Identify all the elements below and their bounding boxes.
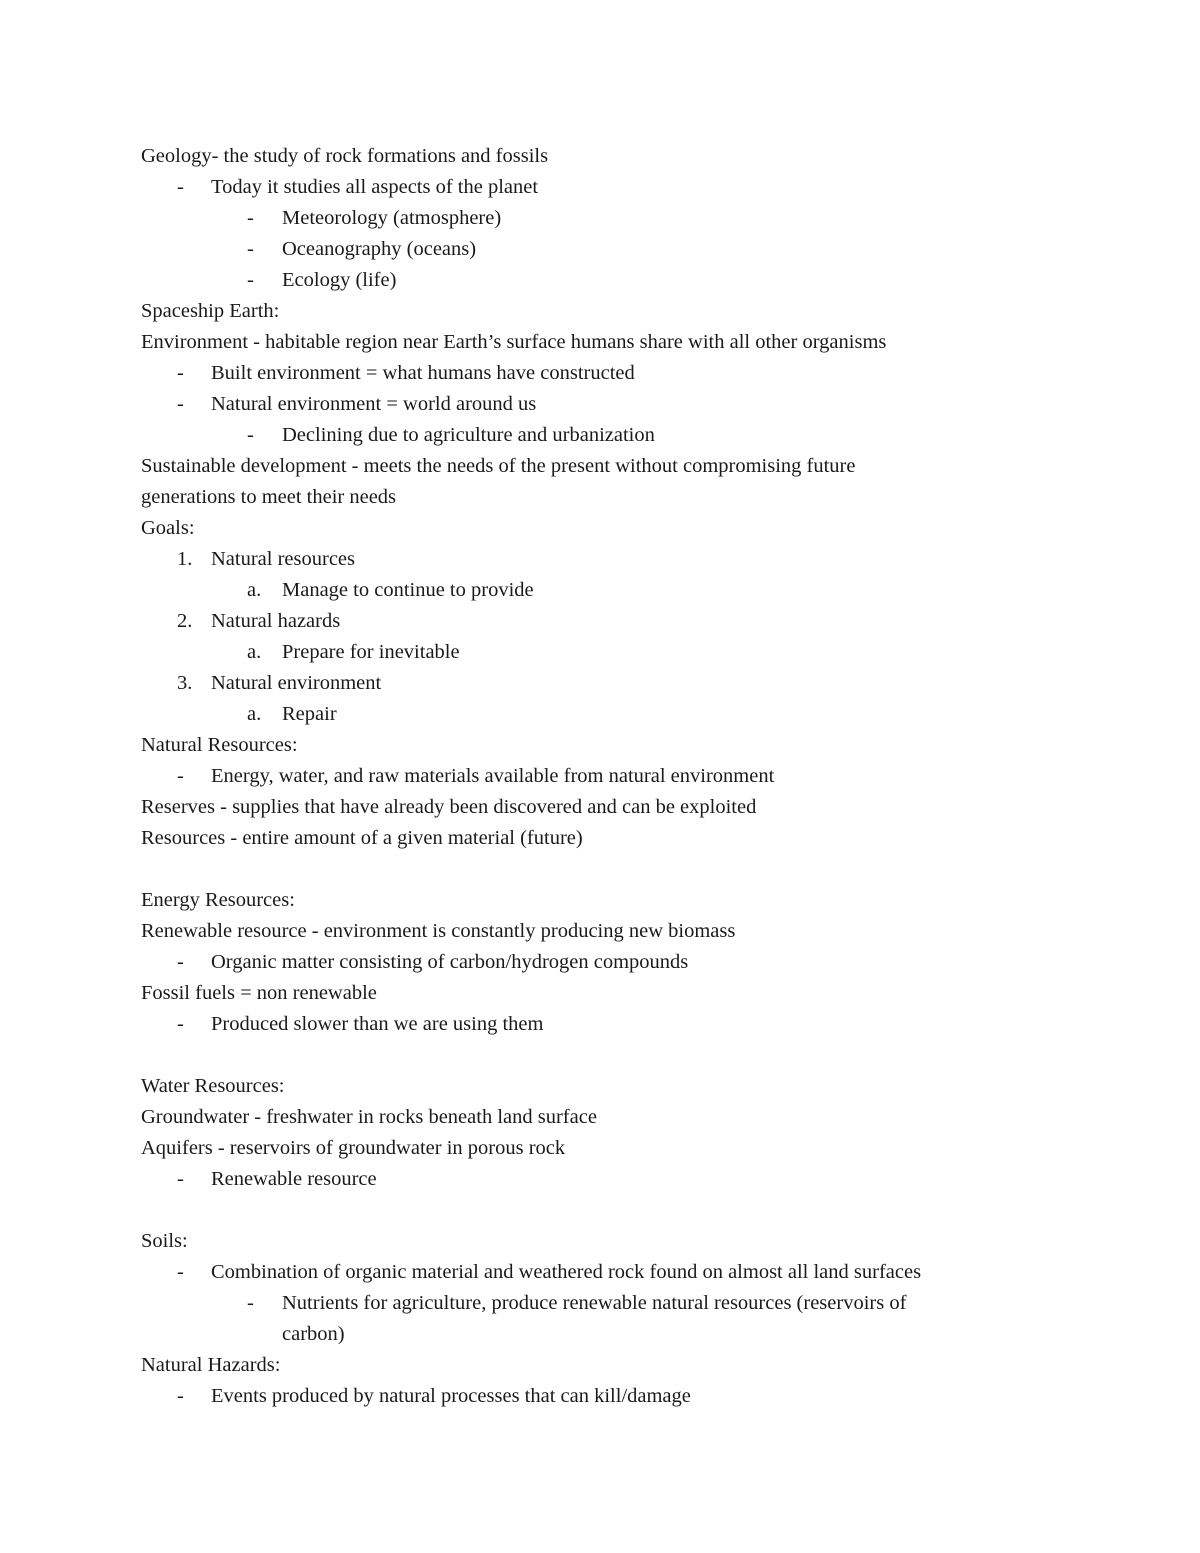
line-text: Geology- the study of rock formations and fossils <box>141 145 549 167</box>
line-text: Soils: <box>141 1230 188 1252</box>
blank-line <box>141 1040 1061 1071</box>
list-number-marker: 2. <box>177 610 193 632</box>
bullet-dash-marker: - <box>177 765 184 787</box>
line-text: Reserves - supplies that have already been discovered and can be exploited <box>141 796 757 818</box>
line-text: Today it studies all aspects of the planet <box>211 176 539 198</box>
note-line <box>141 792 1061 823</box>
line-text: Natural environment <box>211 672 382 694</box>
list-item <box>141 203 1061 234</box>
line-text: Aquifers - reservoirs of groundwater in porous rock <box>141 1137 566 1159</box>
line-text: Groundwater - freshwater in rocks beneath land surface <box>141 1106 597 1128</box>
line-text: Produced slower than we are using them <box>211 1013 544 1035</box>
bullet-dash-marker: - <box>247 1292 254 1314</box>
list-item <box>141 389 1061 420</box>
line-text: Natural hazards <box>211 610 341 632</box>
list-item <box>141 265 1061 296</box>
note-line <box>141 451 1061 482</box>
line-text: Spaceship Earth: <box>141 300 280 322</box>
line-text: Organic matter consisting of carbon/hydrogen compounds <box>211 951 689 973</box>
note-line <box>141 1226 1061 1257</box>
blank-line <box>141 1195 1061 1226</box>
note-line <box>141 482 1061 513</box>
bullet-dash-marker: - <box>247 269 254 291</box>
list-item <box>141 1009 1061 1040</box>
list-item <box>141 575 1061 606</box>
line-text: Combination of organic material and weathered rock found on almost all land surfaces <box>211 1261 922 1283</box>
line-text: Events produced by natural processes that can kill/damage <box>211 1385 691 1407</box>
list-number-marker: 1. <box>177 548 193 570</box>
list-item <box>141 668 1061 699</box>
bullet-dash-marker: - <box>247 207 254 229</box>
line-text: Manage to continue to provide <box>282 579 534 601</box>
bullet-dash-marker: - <box>177 1261 184 1283</box>
list-item <box>141 947 1061 978</box>
line-text: Renewable resource <box>211 1168 377 1190</box>
line-text: Prepare for inevitable <box>282 641 460 663</box>
list-item <box>141 1257 1061 1288</box>
list-item <box>141 544 1061 575</box>
note-line <box>141 1350 1061 1381</box>
list-item <box>141 420 1061 451</box>
line-text: Natural resources <box>211 548 356 570</box>
list-item <box>141 761 1061 792</box>
list-item <box>141 1319 1061 1350</box>
bullet-dash-marker: - <box>177 1013 184 1035</box>
line-text: Sustainable development - meets the needs of the present without compromising future <box>141 455 856 477</box>
list-item <box>141 358 1061 389</box>
bullet-dash-marker: - <box>177 176 184 198</box>
note-line <box>141 978 1061 1009</box>
line-text: Nutrients for agriculture, produce renewable natural resources (reservoirs of <box>282 1292 907 1314</box>
line-text: Environment - habitable region near Earth’s surface humans share with all other organisms <box>141 331 887 353</box>
note-line <box>141 1133 1061 1164</box>
list-item <box>141 1381 1061 1412</box>
line-text: Natural Hazards: <box>141 1354 281 1376</box>
line-text: Energy Resources: <box>141 889 295 911</box>
list-number-marker: a. <box>247 641 262 663</box>
bullet-dash-marker: - <box>247 424 254 446</box>
line-text: Natural environment = world around us <box>211 393 537 415</box>
line-text: Renewable resource - environment is constantly producing new biomass <box>141 920 736 942</box>
bullet-dash-marker: - <box>177 1385 184 1407</box>
line-text: Resources - entire amount of a given material (future) <box>141 827 583 849</box>
note-line <box>141 141 1061 172</box>
line-text: Repair <box>282 703 337 725</box>
bullet-dash-marker: - <box>177 1168 184 1190</box>
list-item <box>141 1164 1061 1195</box>
list-number-marker: a. <box>247 579 262 601</box>
list-item <box>141 637 1061 668</box>
line-text: generations to meet their needs <box>141 486 397 508</box>
note-line <box>141 513 1061 544</box>
bullet-dash-marker: - <box>247 238 254 260</box>
note-line <box>141 916 1061 947</box>
line-text: Energy, water, and raw materials available from natural environment <box>211 765 775 787</box>
line-text: Meteorology (atmosphere) <box>282 207 502 229</box>
list-item <box>141 606 1061 637</box>
list-item <box>141 172 1061 203</box>
note-line <box>141 1071 1061 1102</box>
line-text: carbon) <box>282 1323 345 1345</box>
line-text: Built environment = what humans have constructed <box>211 362 635 384</box>
bullet-dash-marker: - <box>177 951 184 973</box>
list-item <box>141 699 1061 730</box>
list-number-marker: a. <box>247 703 262 725</box>
note-line <box>141 730 1061 761</box>
line-text: Fossil fuels = non renewable <box>141 982 377 1004</box>
list-item <box>141 234 1061 265</box>
blank-line <box>141 854 1061 885</box>
notes-body <box>141 141 1061 1412</box>
list-item <box>141 1288 1061 1319</box>
line-text: Water Resources: <box>141 1075 285 1097</box>
line-text: Declining due to agriculture and urbanization <box>282 424 655 446</box>
note-line <box>141 823 1061 854</box>
note-line <box>141 885 1061 916</box>
note-line <box>141 1102 1061 1133</box>
bullet-dash-marker: - <box>177 393 184 415</box>
line-text: Natural Resources: <box>141 734 298 756</box>
note-line <box>141 296 1061 327</box>
line-text: Ecology (life) <box>282 269 397 291</box>
line-text: Goals: <box>141 517 195 539</box>
bullet-dash-marker: - <box>177 362 184 384</box>
note-line <box>141 327 1061 358</box>
list-number-marker: 3. <box>177 672 193 694</box>
line-text: Oceanography (oceans) <box>282 238 477 260</box>
